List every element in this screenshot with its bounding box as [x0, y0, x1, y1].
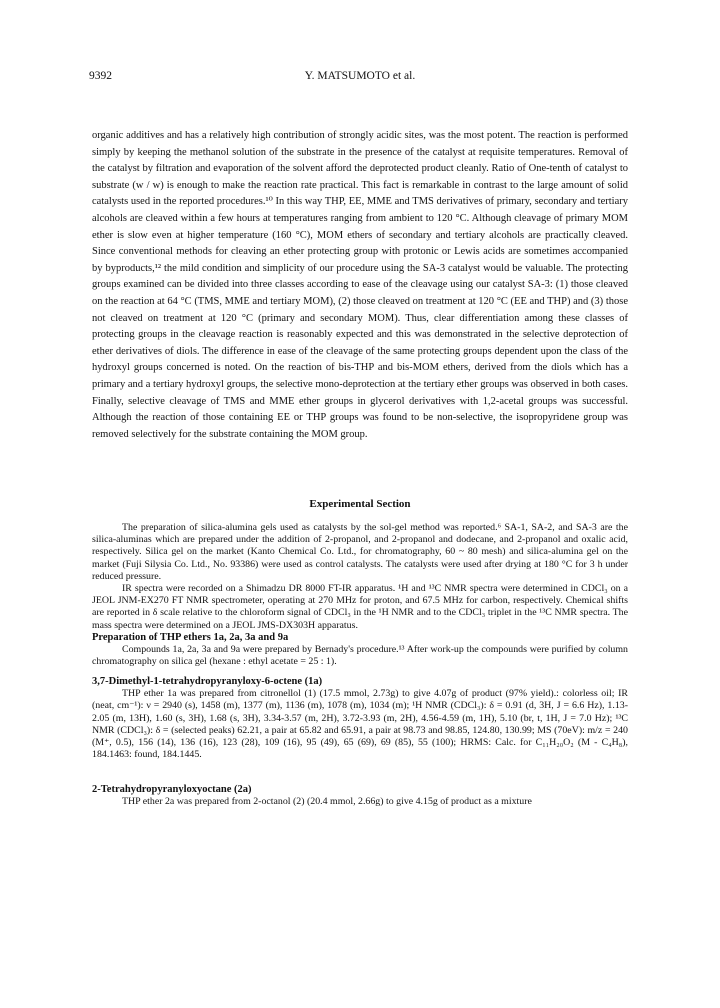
- running-head: Y. MATSUMOTO et al.: [304, 70, 416, 82]
- experimental-paragraph-spectra: IR spectra were recorded on a Shimadzu DR 8000 FT-IR apparatus. ¹H and ¹³C NMR spectra were determined in CDCl₃ on a JEOL JNM-EX270 FT NMR spectrometer, operating at 270 MHz for proton, and 67.5 MHz for carbon, respectively. Chemical shifts are reported in δ scale relative to the chloroform signal of CDCl₃ in the ¹H NMR and to the CDCl₃ triplet in the ¹³C NMR spectra. The mass spectra were determined on a JEOL JMS-DX303H apparatus.: [92, 583, 628, 631]
- page-header: [89, 70, 631, 86]
- experimental-block-2: [92, 632, 628, 669]
- experimental-block-4: [92, 784, 628, 808]
- compound-paragraph-2a: THP ether 2a was prepared from 2-octanol (2) (20.4 mmol, 2.66g) to give 4.15g of product as a mixture: [122, 796, 532, 808]
- subsection-heading-preparation: Preparation of THP ethers 1a, 2a, 3a and 9a: [92, 632, 289, 643]
- section-heading: Experimental Section: [309, 498, 411, 510]
- experimental-block-1: [92, 522, 628, 632]
- compound-paragraph-1a: THP ether 1a was prepared from citronellol (1) (17.5 mmol, 2.73g) to give 4.07g of product (97% yield).: colorless oil; IR (neat, cm⁻¹): ν = 2940 (s), 1458 (m), 1377 (m), 1136 (m), 1078 (m), 1034 (m); ¹H NMR (CDCl₃): δ = 0.91 (d, 3H, J = 6.6 Hz), 1.13-2.05 (m, 13H), 1.60 (s, 3H), 1.68 (s, 3H), 3.34-3.57 (m, 2H), 3.72-3.93 (m, 2H), 4.56-4.59 (m, 1H), 5.10 (br, t, 1H, J = 7.0 Hz); ¹³C NMR (CDCl₃): δ = (selected peaks) 62.21, a pair at 65.82 and 65.91, a pair at 98.73 and 98.85, 124.80, 130.99; MS (70eV): m/z = 240 (M⁺, 0.5), 156 (14), 136 (16), 123 (28), 109 (16), 95 (49), 65 (69), 69 (85), 55 (100); HRMS: Calc. for C₁₁H₂₀O₂ (M - C₄H₈), 184.1463: found, 184.1445.: [92, 688, 628, 761]
- intro-paragraph: organic additives and has a relatively high contribution of strongly acidic sites, was the most potent. The reaction is performed simply by keeping the methanol solution of the substrate in the presence of the catalyst at requisite temperatures. Removal of the catalyst by filtration and evaporation of the solvent afford the deprotected product cleanly. Ratio of One-tenth of catalyst to substrate (w / w) is enough to make the reaction rate practical. This fact is remarkable in contrast to the large amount of solid catalysts used in the reported procedures.¹⁰ In this way THP, EE, MME and TMS derivatives of primary, secondary and tertiary alcohols are cleaved within a few hours at temperatures ranging from ambient to 120 °C. Although cleavage of primary MOM ether is slow even at higher temperature (160 °C), MOM ethers of secondary and tertiary alcohols are practically cleaved. Since conventional methods for cleaving an ether protecting group with protonic or Lewis acids are sometimes accompanied by byproducts,¹² the mild condition and simplicity of our procedure using the SA-3 catalyst would be valuable. The protecting groups examined can be divided into three classes according to ease of the cleavage using our catalyst SA-3: (1) those cleaved on the reaction at 64 °C (TMS, MME and tertiary MOM), (2) those cleaved on treatment at 120 °C (EE and THP) and (3) those not cleaved on treatment at 120 °C (primary and secondary MOM). Thus, clear differentiation among these classes of protecting groups in the cleavage reaction is reasonably expected and this was demonstrated in the selective deprotection of ether derivatives of diols. The difference in ease of the cleavage of the same protecting groups dependent upon the class of the hydroxyl groups concerned is noted. On the reaction of bis-THP and bis-MOM ethers, derived from the diols which has a primary and a tertiary hydroxyl groups, the selective mono-deprotection at the tertiary ether groups was observed in both cases. Finally, selective cleavage of TMS and MME ether groups in glycerol derivatives with 1,2-acetal groups was successful. Although the reaction of those containing EE or THP groups was found to be non-selective, the isopropyridene group was removed selectively for the substrate containing the MOM group.: [92, 130, 628, 440]
- compound-heading-1a: 3,7-Dimethyl-1-tetrahydropyranyloxy-6-octene (1a): [92, 676, 323, 687]
- compound-heading-2a: 2-Tetrahydropyranyloxyoctane (2a): [92, 784, 252, 795]
- experimental-paragraph-catalysts: The preparation of silica-alumina gels used as catalysts by the sol-gel method was reported.⁶ SA-1, SA-2, and SA-3 are the silica-aluminas which are prepared under the addition of 2-propanol, and 2-propanol and dodecane, and 2-propanol and oxalic acid, respectively. Silica gel on the market (Kanto Chemical Co. Ltd., for chromatography, 60 ~ 80 mesh) and silica-alumina gel on the market (Fuji Silysia Co. Ltd., No. 93386) were used as control catalysts. The catalysts were used after drying at 180 °C for 3 h under reduced pressure.: [92, 522, 628, 582]
- preparation-paragraph: Compounds 1a, 2a, 3a and 9a were prepared by Bernady's procedure.¹³ After work-up the compounds were purified by column chromatography on silica gel (hexane : ethyl acetate = 25 : 1).: [92, 644, 628, 668]
- experimental-block-3: [92, 676, 628, 761]
- page-number: 9392: [89, 70, 112, 82]
